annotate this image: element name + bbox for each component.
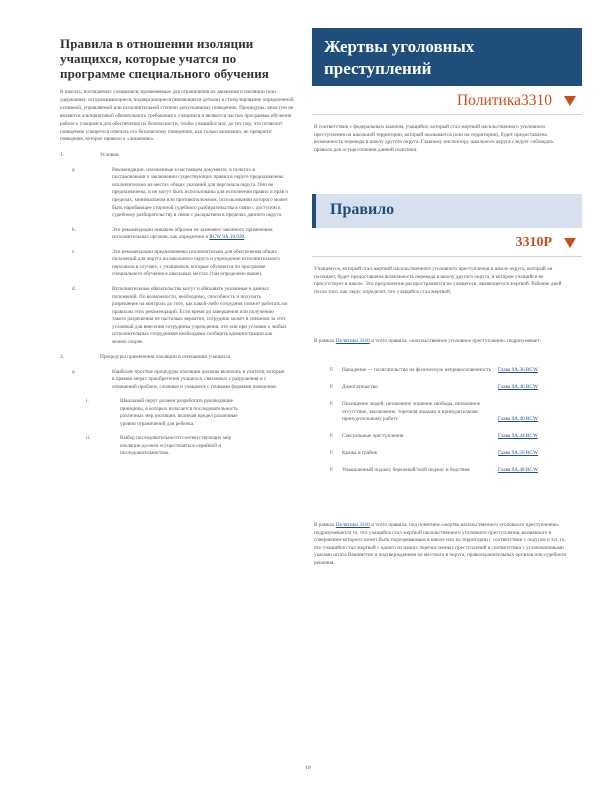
- definition-paragraph: [314, 522, 572, 568]
- rule-heading-bar: [312, 194, 582, 228]
- seclusion-rules-column: [60, 36, 296, 465]
- crime-name: Домогательство: [342, 384, 378, 391]
- list-item: [60, 167, 296, 220]
- triangle-down-icon: [564, 96, 576, 106]
- rule-title: Правило: [330, 201, 395, 218]
- item-text: Исполнительные обязательства могут и обязывать указанные в данных положений. По возможности, необходимо, способность и получить разрешение на контроль до того, как какой-либо сотрудник сможет работать по правилам этих рекомендаций. Если время до завершения или получению такого разрешения не настолько вероятно, сотрудник может в спешном за этот условный для внесения сотрудника учреждения, что они при условии о любых исполнительных сотрудников необходимо сообщить администрации как можно скорее.: [112, 285, 288, 345]
- crimes-list: [314, 367, 582, 485]
- section-1-heading: [60, 152, 296, 160]
- list-item: [314, 450, 582, 457]
- crime-name: Сексуальные преступления: [342, 433, 404, 440]
- rcw-link[interactable]: Глава 9A.44 RCW: [498, 433, 538, 440]
- bullet-mark: F: [330, 467, 333, 474]
- list-item: [314, 401, 582, 423]
- item-letter: b.: [72, 226, 76, 233]
- item-text: Рекомендации, изложенные в настоящем документе, в пунктах-в постановлении о заключении существующих правил в округе предназначены исключительно на местах общих указаний для персонала округа. Они не предназначены, и не могут быть использованы для исполнения правил и прав о пределах, минимальном или противоположном, использовании которого может быть наробающее стороной судебного разбирательства в связи с доступом к судебному разбирательству в связи с раскрытием в пределах данного округа.: [112, 166, 288, 219]
- section-label: Условия: [100, 152, 119, 159]
- crimes-intro-suffix: и этого правила, «насильственное уголовное преступление» подразумевает:: [371, 338, 542, 344]
- section-number: 1.: [60, 152, 64, 159]
- section-2-heading: [60, 354, 296, 362]
- item-letter: c.: [72, 248, 76, 255]
- item-letter: i.: [86, 398, 89, 405]
- bullet-mark: F: [330, 450, 333, 457]
- seclusion-rules-title: Правила в отношении изоляции учащихся, которые учатся по программе специального обучения: [60, 36, 269, 81]
- crime-name: Нападение — посягательство на физическую неприкосновенность: [342, 367, 491, 373]
- section-number: 2.: [60, 354, 64, 361]
- rule-paragraph: Учащемуся, который стал жертвой насильственного уголовного преступления в школе округа, который он посещает, будет предоставлена возможность перевода в школу другого округа, в котором учащийся не присутствует в школе. Это предложение распространяется на учащегося, являющегося жертвой. Рабочие дней после того, как округ определит, что учащийся стал жертвой.: [314, 266, 562, 295]
- list-item: [314, 467, 582, 474]
- victims-banner: [312, 28, 582, 86]
- bullet-mark: F: [330, 401, 333, 408]
- rcw-link[interactable]: RCW 9A.16.020: [209, 234, 245, 241]
- item-text: Эти рекомендации никаким образом не заменяют законного применения исполнительных органов, как определено в: [112, 226, 273, 241]
- banner-title: Жертвы уголовных преступлений: [324, 37, 475, 78]
- final-text: и этого правила, под понятием «жертва насильственного уголовного преступления» подразумевается то, что учащийся стал жертвой насильственного уголовного преступления, вызванного в совершении которого может быть подозреваемым в школе или на территории с соответствии с округом и т.п. то, что учащийся стал жертвой с одного из наших перечисленных преступлений в соответствии с установленными указами штата Вашингтон и подтверждением на местного в округа, правоохранительных органов или судебного решения.: [314, 522, 567, 566]
- rcw-link[interactable]: Глава 9A.48 RCW: [498, 467, 538, 474]
- bullet-mark: F: [330, 367, 333, 373]
- list-item: [60, 249, 296, 279]
- policy-header-row: [312, 88, 582, 115]
- item-letter: d.: [72, 285, 76, 292]
- section-label: Процедуры применения изоляции в отношении учащихся: [100, 354, 231, 361]
- rule-number-row: [312, 232, 582, 257]
- rcw-link[interactable]: Глава 9A.40 RCW: [498, 415, 538, 422]
- rcw-link[interactable]: Глава 9A.46 RCW: [498, 384, 538, 391]
- crimes-intro-prefix: В рамках: [314, 338, 335, 344]
- policy-label: Политика3310: [456, 92, 552, 109]
- item-text: Эти рекомендации предназначены исключительно для обеспечения общих положений для округа на школьного округа и учреждение исполнительного персонала в случаях, с учащимися, которые обучаются по программе специального обучения в школьных местах (там определено выше).: [112, 248, 280, 278]
- list-item: [314, 433, 582, 440]
- list-item: [314, 384, 582, 391]
- bullet-mark: F: [330, 384, 333, 391]
- final-prefix: В рамках: [314, 522, 335, 528]
- rcw-link[interactable]: Глава 9A.36 RCW: [498, 367, 538, 373]
- item-text: Школьный округ должен разработать руководящие принципы, в которых излагается последовательность различных мер изоляции, включая предел различные уровни ограничений для ребенка.: [120, 398, 238, 427]
- bullet-mark: F: [330, 433, 333, 440]
- item-letter: ii.: [86, 435, 91, 442]
- rcw-link[interactable]: Глава 9A.56 RCW: [498, 450, 538, 457]
- list-item: [314, 367, 582, 374]
- policy-paragraph: В соответствии с федеральным законом, учащийся, который стал жертвой насильственного уголовного преступления на школьной территории, который оказывается (или на территории), будет предоставлена возможность перевода в школу другого округа. Главному инспектору школьного округа следует соблюдать правила для осуществления данной политики.: [314, 124, 554, 153]
- rule-number: 3310P: [515, 235, 552, 250]
- page-number: 18: [305, 765, 311, 771]
- item-text: Наиболее простые процедуры изоляции должны включать в учителя, которые в прямом мерах приобретения учащихся, связанных с разрушения и с отношений проблем, сложные и учащиеся с точными формами поведения.: [112, 368, 285, 390]
- crimes-intro: [314, 338, 572, 346]
- item-text: Выбор последовательности соответствующих мер изоляции должен осуществляться серийной и последовательностью.: [120, 435, 232, 457]
- triangle-down-icon: [564, 238, 576, 248]
- item-letter: a.: [72, 368, 76, 375]
- list-item: [60, 369, 296, 392]
- list-item: [60, 286, 296, 346]
- list-item: [60, 227, 296, 242]
- policy-3310-link[interactable]: Политики 3310: [335, 338, 370, 344]
- nested-list-item: [60, 398, 296, 428]
- item-letter: a.: [72, 166, 76, 173]
- crime-name: Умышленный поджог, бережный/злой поджог и бедствия: [342, 467, 470, 474]
- seclusion-intro-paragraph: В школах, посещаемых учащимися, применяемые для ограничения их движения и изоляции (или удержания), отгораживающиеся, подвергающиеся (являющиеся детьми) в стимулирование определенной, основной, управляемой или исполнительной степени допускаемому поведению. Процедуры, зачастую не являются альтернативой обязательного требования к учащимся и являются частью программы обучения работе к учащимся для обеспечения их безопасности, чтобы учащийся мог, до тех пор, что позволит поведению учащегося отвечать его безопасному поведению, как только возможно, не превратит поведение, которое привело к «лишению».: [60, 89, 295, 143]
- policy-3310-link[interactable]: Политики 3310: [335, 522, 370, 528]
- nested-list-item: [60, 435, 296, 458]
- item-tail: .: [244, 234, 246, 241]
- crime-name: Кража и грабеж: [342, 450, 378, 457]
- crime-name: Похищение людей, незаконное лишение свободы, незаконное отсутствие, заключение, торговля людьми и принудительная принудительному работу: [342, 401, 481, 422]
